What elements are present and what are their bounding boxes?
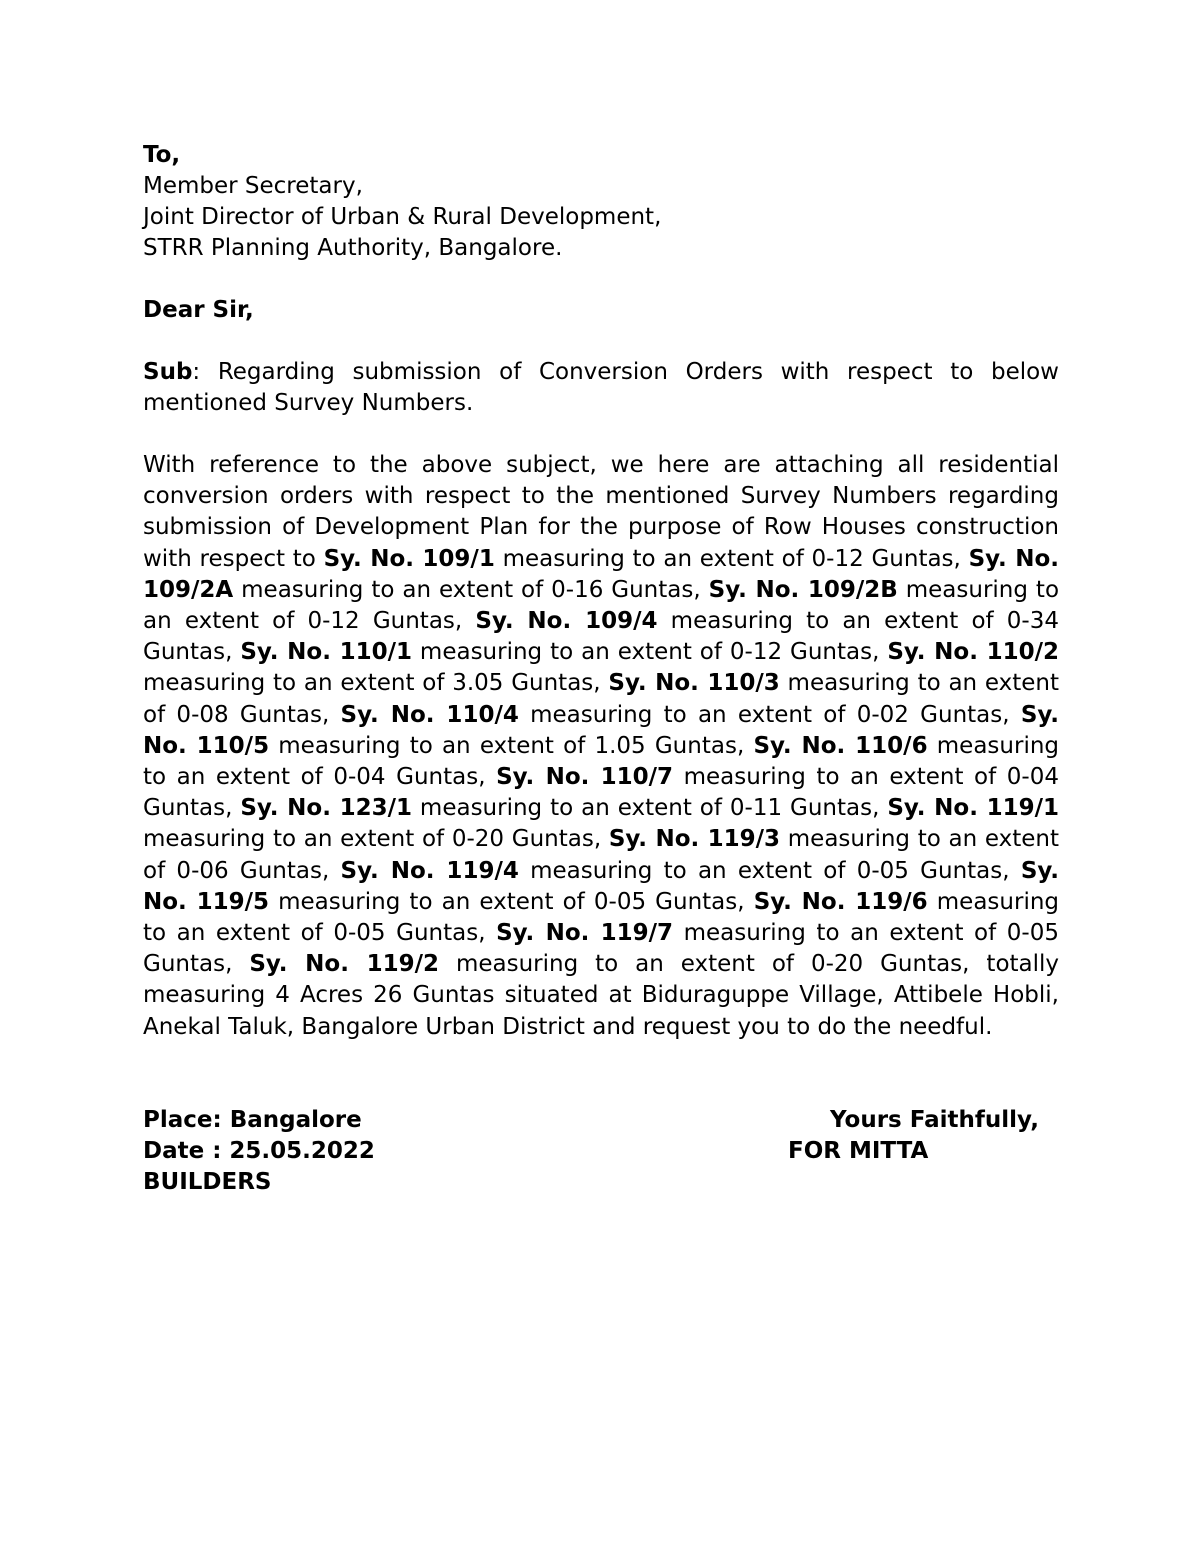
survey-extent: measuring to an extent of 0-05 Guntas [269, 888, 738, 915]
survey-separator: , [225, 951, 233, 978]
survey-extent: measuring to an extent of 0-04 Guntas [143, 764, 1059, 822]
subject-text: : Regarding submission of Conversion Orders with respect to below mentioned Survey Numbers. [143, 359, 1059, 416]
survey-number: Sy. No. 109/4 [475, 608, 658, 635]
body-paragraph [143, 450, 1059, 1043]
survey-separator: , [225, 639, 233, 666]
survey-number: Sy. No. 119/4 [340, 857, 519, 884]
survey-number: Sy. No. 109/1 [323, 545, 495, 572]
addressee-line-1: Member Secretary, [143, 173, 363, 199]
survey-extent: measuring to an extent of 0-05 Guntas [518, 857, 1003, 884]
survey-separator: , [693, 576, 701, 603]
survey-separator: , [872, 639, 880, 666]
survey-separator: , [225, 795, 233, 822]
addressee-line-2: Joint Director of Urban & Rural Development, [143, 204, 662, 230]
date: Date : 25.05.2022 [143, 1137, 375, 1164]
survey-number: Sy. No. 110/2 [887, 639, 1059, 666]
survey-number: Sy. No. 119/1 [887, 795, 1059, 822]
survey-extent: measuring to an extent of 0-12 Guntas [143, 576, 1060, 635]
survey-number: Sy. No. 110/3 [608, 670, 780, 697]
builders: BUILDERS [143, 1168, 272, 1195]
survey-number: Sy. No. 110/6 [753, 732, 928, 759]
place: Place: Bangalore [143, 1106, 362, 1133]
body-outro: , totally measuring 4 Acres 26 Guntas situated at Biduraguppe Village, Attibele Hobli, Anekal Taluk, Bangalore Urban District and request you to do the needful. [143, 951, 1060, 1040]
survey-separator: , [321, 857, 330, 884]
survey-number: Sy. No. 119/7 [496, 920, 674, 947]
subject-label: Sub [143, 359, 193, 385]
survey-extent: measuring to an extent of 3.05 Guntas [143, 670, 594, 697]
letter-page [143, 140, 1059, 1198]
survey-number: Sy. No. 110/7 [496, 764, 674, 791]
survey-extent: measuring to an extent of 0-12 Guntas [494, 545, 954, 572]
survey-extent: measuring to an extent of 0-16 Guntas [233, 576, 694, 603]
survey-separator: , [1002, 857, 1010, 884]
survey-number: Sy. No. 110/1 [240, 639, 412, 666]
survey-extent: measuring to an extent of 0-02 Guntas [518, 701, 1003, 728]
survey-separator: , [478, 920, 486, 947]
survey-separator: , [736, 732, 745, 759]
survey-number: Sy. No. 110/4 [340, 701, 519, 728]
salutation: Dear Sir, [143, 297, 254, 323]
survey-separator: , [872, 795, 880, 822]
survey-separator: , [478, 764, 486, 791]
survey-separator: , [1002, 701, 1010, 728]
survey-extent: measuring to an extent of 0-20 Guntas [143, 826, 594, 853]
addressee-to: To, [143, 142, 181, 168]
survey-number: Sy. No. 119/6 [753, 888, 928, 915]
survey-separator: , [953, 545, 961, 572]
survey-extent: measuring to an extent of 1.05 Guntas [269, 732, 737, 759]
survey-number: Sy. No. 110/5 [143, 701, 1060, 759]
survey-separator: , [321, 701, 330, 728]
survey-number: Sy. No. 119/2 [249, 951, 440, 978]
survey-extent: measuring to an extent of 0-04 Guntas [143, 732, 1060, 791]
survey-separator: , [454, 608, 463, 635]
yours-faithfully: Yours Faithfully, [830, 1106, 1039, 1133]
survey-separator: , [593, 826, 602, 853]
survey-number: Sy. No. 119/5 [143, 857, 1060, 915]
survey-number: Sy. No. 109/2A [143, 545, 1059, 603]
body-intro: With reference to the above subject, we here are attaching all residential conversion orders with respect to the mentioned Survey Numbers regarding submission of Development Plan for the purpose of Row Houses construction with respect to [143, 452, 1059, 572]
survey-extent: measuring to an extent of 0-08 Guntas [143, 670, 1060, 728]
closing-block [143, 1105, 1059, 1198]
survey-extent: measuring to an extent of 0-06 Guntas [143, 826, 1060, 884]
survey-separator: , [593, 670, 601, 697]
survey-number: Sy. No. 119/3 [608, 826, 781, 853]
survey-list [143, 546, 1059, 978]
survey-number: Sy. No. 123/1 [240, 795, 412, 822]
survey-extent: measuring to an extent of 0-20 Guntas [439, 951, 963, 978]
survey-separator: , [737, 888, 745, 915]
survey-extent: measuring to an extent of 0-12 Guntas [411, 639, 873, 666]
subject-paragraph [143, 357, 1059, 419]
addressee-line-3: STRR Planning Authority, Bangalore. [143, 235, 563, 261]
survey-extent: measuring to an extent of 0-05 Guntas [143, 920, 1059, 978]
survey-extent: measuring to an extent of 0-34 Guntas [143, 608, 1059, 666]
survey-extent: measuring to an extent of 0-05 Guntas [143, 888, 1060, 947]
survey-extent: measuring to an extent of 0-11 Guntas [411, 795, 873, 822]
for-line: FOR MITTA [788, 1137, 929, 1164]
survey-number: Sy. No. 109/2B [708, 576, 898, 603]
